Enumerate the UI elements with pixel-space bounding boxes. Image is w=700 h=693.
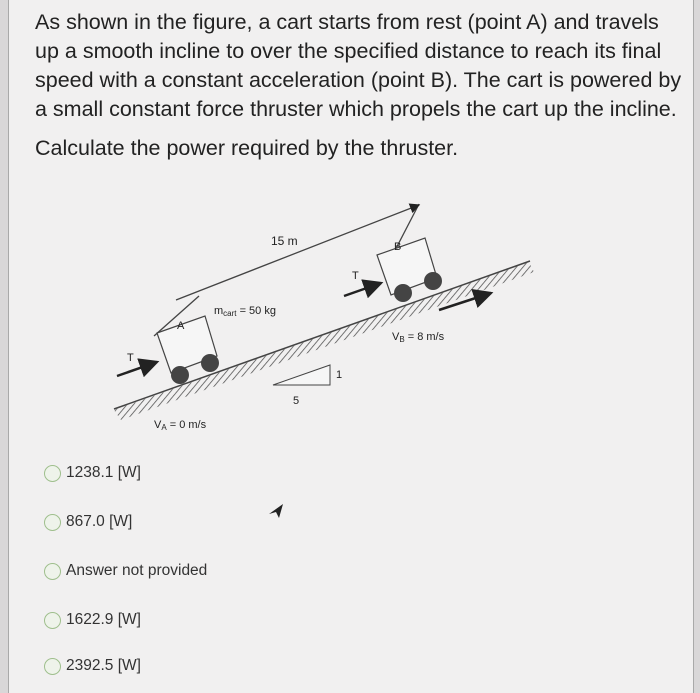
mouse-pointer-icon (267, 502, 285, 522)
cart-b-rear-wheel (394, 284, 412, 302)
option-5[interactable] (44, 657, 141, 675)
question-text: As shown in the figure, a cart starts from rest (point A) and travels up a smooth incline to over the specified distance to reach its final speed with a constant acceleration (point B). The cart is powered by a small constant force thruster which propels the cart up the incline. (35, 10, 682, 121)
incline-diagram (9, 0, 693, 470)
thrust-label-b: T (352, 270, 359, 282)
point-b-label: B (394, 241, 402, 253)
cart-a-rear-wheel (171, 366, 189, 384)
option-3[interactable] (44, 562, 207, 580)
option-label: 867.0 [W] (66, 513, 133, 530)
thrust-arrow-b (344, 283, 381, 296)
radio-button[interactable] (44, 563, 61, 580)
radio-button[interactable] (44, 612, 61, 629)
mass-label: mcart = 50 kg (214, 305, 276, 318)
velocity-b-label: VB = 8 m/s (392, 331, 445, 344)
thrust-arrow-a (117, 362, 157, 376)
option-label: 1622.9 [W] (66, 611, 141, 628)
option-label: 2392.5 [W] (66, 657, 141, 674)
slope-rise-label: 1 (336, 369, 343, 381)
option-label: 1238.1 [W] (66, 464, 141, 481)
cart-b-front-wheel (424, 272, 442, 290)
option-label: Answer not provided (66, 562, 208, 579)
velocity-a-label: VA = 0 m/s (154, 419, 207, 432)
quiz-screen (8, 0, 694, 693)
option-1[interactable] (44, 464, 141, 482)
option-2[interactable] (44, 513, 132, 531)
distance-label: 15 m (271, 234, 298, 248)
point-a-label: A (177, 320, 185, 332)
radio-button[interactable] (44, 514, 61, 531)
thrust-label-a: T (127, 352, 134, 364)
radio-button[interactable] (44, 658, 61, 675)
radio-button[interactable] (44, 465, 61, 482)
slope-triangle (273, 365, 330, 385)
cart-a-front-wheel (201, 354, 219, 372)
option-4[interactable] (44, 611, 141, 629)
slope-run-label: 5 (293, 395, 300, 407)
question-prompt: Calculate the power required by the thruster. (35, 136, 459, 160)
